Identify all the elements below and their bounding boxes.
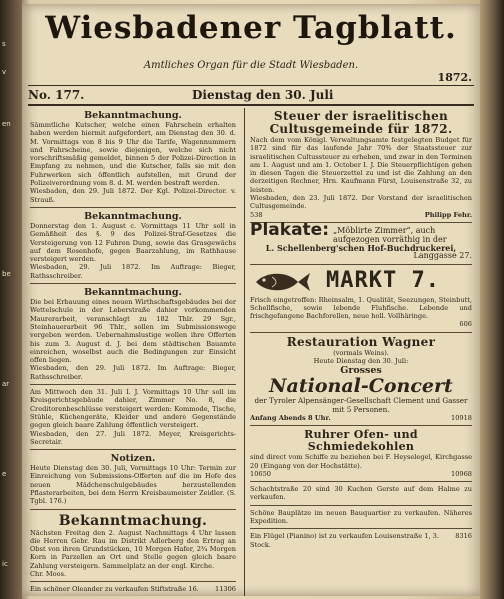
- notice-body: Die bei Erbauung eines neuen Wirthschaftsgebäudes bei der Wettelschule in der Leberstraße dahier vorkommenden Maurerarbeit, veranschlagt zu 182 Thlr. 29 Sgr., Steinhauerarbeit 96 Thlr., sollen im Submissionswege vergeben werden. Uebernahmslustige wollen ihre Offerten bis zum 3. August d. J. bei dem städtischen Bauamte einreichen, woselbst auch die Bedingungen zur Einsicht offen liegen.: [30, 298, 236, 365]
- coal-body: sind direct vom Schiffe zu beziehen bei F. Heyselegel, Kirchgasse 20 (Eingang von der Hochstätte).: [250, 453, 472, 470]
- spine-fragment: v: [2, 68, 7, 76]
- notice: [30, 110, 236, 204]
- notice: [30, 287, 236, 381]
- piano-text: Ein Flügel (Pianino) ist zu verkaufen Louisenstraße 1, 3. Stock.: [250, 532, 439, 549]
- cultus-name: Philipp Fehr.: [424, 210, 472, 219]
- plakate-word: Plakate:: [250, 219, 329, 240]
- notice-body: Ein schöner Oleander zu verkaufen Stiftstraße 16.: [30, 585, 199, 594]
- cultus-heading: Steuer der israelitischen Cultusgemeinde für 1872.: [269, 109, 453, 136]
- notice-signature: Wiesbaden, den 29. Juli 1872. Im Auftrage: Bieger, Rathsschreiber.: [30, 364, 236, 381]
- concert-footer: [250, 414, 472, 422]
- notice-body: Heute Dienstag den 30. Juli, Vormittags 10 Uhr: Termin zur Einreichung von Submissions-Offerten auf die im Hofe des neuen Mädchenschulgebäudes herzustellenden Pflasterarbeiten, bei dem Herrn Kreisbaumeister Zeidler. (S. Tgbl. 176.): [30, 464, 236, 506]
- notice-signature: Chr. Moos.: [30, 570, 67, 579]
- restaurant-heading: Restauration Wagner: [286, 334, 436, 349]
- spine-fragment: ic: [2, 560, 8, 568]
- notice-heading: Bekanntmachung.: [58, 512, 208, 529]
- notice-body: Donnerstag den 1. August c. Vormittags 11 Uhr soll in Gemäßheit des §. 9 des Polizei-Straf-Gesetzes die Versteigerung von 12 Fuhren Dung, sowie das Grasgewächs auf dem Rosenhofe, gegen Baarzahlung, im Rathhause versteigert werden.: [30, 221, 236, 264]
- cultus-body: Nach dem vom Königl. Verwaltungsamte festgelegten Budget für 1872 sind für das laufende Jahr 70% der Staatssteuer zur israelitischen Cultussteuer zu erheben, und zwar in den Terminen am 1. August und am 1. October I. J. Die Steuerpflichtigen gehen in diesen Tagen die Steuerzettel zu und ist die Zahlung an den derzeitigen Rechner, Hrn. Kaufmann Fürst, Louisenstraße 32, zu leisten.: [250, 136, 472, 194]
- concert-text: der Tyroler Alpensänger-Gesellschaft Clement und Gasser mit 5 Personen.: [254, 396, 468, 414]
- right-column: [250, 110, 472, 549]
- notice-heading: Bekanntmachung.: [84, 110, 182, 121]
- cultus-number: 538: [250, 210, 263, 219]
- spine-fragment: en: [2, 120, 11, 128]
- coal-number: 10650: [250, 469, 271, 478]
- piano-ad: [250, 532, 472, 549]
- masthead-year: 1872.: [437, 71, 472, 84]
- markt-text: Frisch eingetroffen: Rheinsalm, 1. Qualität, Seezungen, Steinbutt, Schellfische, sowie lebende Fluhfische. Lebende und frischgefangene Bachforellen, neue holl. Vollhäringe.: [250, 295, 472, 321]
- fish-icon: [250, 268, 312, 296]
- notice-signature: Wiesbaden, 29. Juli 1872. Im Auftrage: Bieger, Rathsschreiber.: [30, 263, 236, 280]
- divider: [30, 207, 236, 208]
- notice-body: Am Mittwoch den 31. Juli I. J. Vormittags 10 Uhr soll im Kreisgerichtsgebäude dahier, Zimmer No. 8, die Creditorenbeschlüsse versteigert werden: Kommode, Tische, Stühle, Küchengeräte, Kleider und andere Gegenstände gegen gleich baare Zahlung öffentlich versteigert.: [30, 388, 236, 430]
- spine-fragment: ar: [2, 380, 10, 388]
- notice-signature: Wiesbaden, den 29. Juli 1872. Der Kgl. Polizei-Director. v. Strauß.: [30, 187, 236, 204]
- adjacent-page-spine: [0, 0, 22, 599]
- divider: [250, 332, 472, 333]
- notice-number: 11306: [215, 585, 236, 594]
- notice-body: Sämmtliche Kutscher, welche einen Fahrschein erhalten haben werden hiermit aufgefordert, am Dienstag den 30. d. M. Vormittags von 8 bis 9 Uhr die Tarife, Wagennummern und Fahrscheine, sowie diejenigen, welche sich nicht vorschriftsmäßig gemeldet, binnen 5 der Polizei-Direction in Empfang zu nehmen, und die Kutscher, falls sie mit den Fuhrwerken sich öffentlich aufstellen, mit Grund der Polizeiverordnung vom 8. d. M. werden bestraft werden.: [30, 121, 236, 188]
- notice-heading: Notizen.: [110, 453, 156, 465]
- notice: [30, 585, 236, 593]
- coal-numbers: [250, 470, 472, 478]
- concert-number: 10918: [451, 413, 472, 422]
- page-edge: [480, 0, 504, 599]
- divider: [30, 581, 236, 582]
- issue-number: No. 177.: [28, 88, 85, 102]
- divider: [30, 509, 236, 510]
- divider: [250, 528, 472, 529]
- building-plots-ad: Schöne Bauplätze im neuen Bauquartier zu verkaufen. Näheres Expedition.: [250, 508, 472, 526]
- masthead-subtitle: Amtliches Organ für die Stadt Wiesbaden.: [143, 60, 359, 71]
- markt-heading: MARKT 7.: [326, 268, 440, 294]
- notice-body: Nächsten Freitag den 2. August Nachmittags 4 Uhr lassen die Herren Gebr. Rau im Distrikt Adlerberg den Ertrag an Obst von ihren Grundstücken, 10 Morgen Hafer, 2¾ Morgen Korn in Parzellen an Ort und Stelle gegen gleich baare Zahlung versteigern. Sammelplatz an der engl. Kirche.: [30, 528, 236, 570]
- concert-title: National-Concert: [269, 375, 453, 398]
- concert-start: Anfang Abends 8 Uhr.: [250, 413, 331, 422]
- markt-number: 606: [459, 320, 472, 329]
- spine-fragment: be: [2, 270, 11, 278]
- restaurant-date: Heute Dienstag den 30. Juli:: [313, 357, 409, 366]
- plakate-text: „Möblirte Zimmer“, auch aufgezogen vorräthig in der: [333, 225, 447, 244]
- barley-ad: Schachtstraße 20 sind 30 Kuchen Gerste auf dem Halme zu verkaufen.: [250, 485, 472, 502]
- masthead-rule-top: [28, 85, 474, 86]
- notice-heading: Bekanntmachung.: [84, 210, 182, 222]
- markt-ad: [250, 268, 472, 296]
- plakate-address: Langgasse 27.: [413, 251, 472, 261]
- column-separator: [244, 108, 245, 596]
- notice-signature: Wiesbaden, den 27. Juli 1872. Meyer, Kreisgerichts-Secretair.: [30, 429, 236, 446]
- divider: [250, 425, 472, 426]
- divider: [250, 481, 472, 482]
- plakate-firm: L. Schellenberg'schen Hof-Buchdruckerei,: [265, 242, 457, 253]
- notice: [30, 453, 236, 505]
- spine-fragment: s: [2, 40, 6, 48]
- notice: [30, 513, 236, 579]
- concert-grosses: Grosses: [340, 365, 382, 377]
- divider: [250, 505, 472, 506]
- divider: [30, 384, 236, 385]
- spine-fragment: e: [2, 470, 7, 478]
- coal-number-2: 10968: [451, 469, 472, 478]
- divider: [30, 449, 236, 450]
- plakate-ad: [250, 219, 472, 244]
- piano-number: 8316: [455, 532, 472, 541]
- masthead-title: Wiesbadener Tagblatt.: [45, 10, 457, 46]
- newspaper-page: [22, 4, 480, 596]
- left-column: [30, 110, 236, 594]
- cultus-signature: Wiesbaden, den 23. Juli 1872. Der Vorstand der israelitischen Cultusgemeinde.: [250, 194, 472, 211]
- restaurant-subtitle: (vormals Weins).: [333, 348, 389, 357]
- notice: [30, 388, 236, 446]
- coal-heading: Ruhrer Ofen- und Schmiedekohlen: [304, 428, 418, 454]
- masthead-rule-bottom: [28, 104, 474, 106]
- divider: [30, 283, 236, 284]
- issue-date: Dienstag den 30. Juli: [192, 88, 334, 102]
- divider: [250, 264, 472, 265]
- notice: [30, 211, 236, 280]
- notice-heading: Bekanntmachung.: [84, 287, 182, 299]
- cultus-footer: [250, 211, 472, 219]
